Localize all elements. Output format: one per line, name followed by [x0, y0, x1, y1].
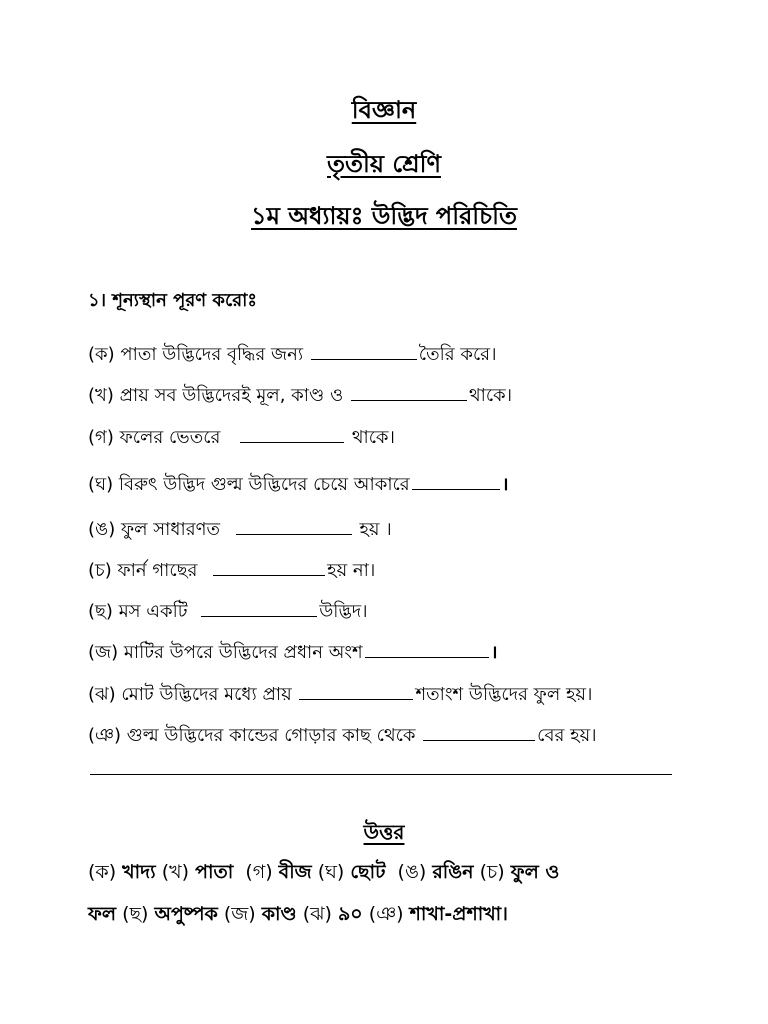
question-text-before: ফার্ন গাছের	[117, 560, 198, 581]
answers-title: উত্তর	[363, 820, 405, 844]
chapter-title: ১ম অধ্যায়ঃ উদ্ভিদ পরিচিতি	[251, 202, 517, 230]
question-label: (ঙ)	[88, 519, 116, 540]
class-heading	[0, 146, 768, 186]
question-text-before: ফলের ভেতরে	[119, 427, 221, 448]
question-label: (চ)	[88, 560, 112, 581]
chapter-heading	[0, 198, 768, 238]
question-label: (গ)	[88, 427, 114, 448]
question-text-before: মোট উদ্ভিদের মধ্যে প্রায়	[121, 684, 292, 705]
question-label: (ছ)	[88, 601, 113, 622]
question-text-before: ফুল সাধারণত	[120, 519, 220, 540]
answer-blank[interactable]	[365, 639, 489, 658]
section-title: ১। শূন্যস্থান পূরণ করোঃ	[88, 290, 257, 311]
answer-label: (ক)	[88, 861, 117, 883]
question-text-after: হয় ।	[359, 519, 392, 540]
answer-line	[88, 858, 559, 890]
question-text-before: গুল্ম উদ্ভিদের কান্ডের গোড়ার কাছ থেকে	[126, 725, 416, 746]
answer-blank[interactable]	[299, 681, 413, 700]
question-label: (ক)	[88, 344, 115, 365]
answer-label: (ঙ)	[397, 861, 427, 883]
answer-label: (জ)	[223, 903, 256, 925]
answer-value: কাণ্ড	[261, 903, 297, 925]
answer-value: ৯০	[337, 903, 363, 925]
question-text-after: তৈরি করে।	[418, 344, 497, 365]
answer-value: শাখা-প্রশাখা।	[409, 903, 508, 925]
question-text-before: মস একটি	[118, 601, 188, 622]
answer-value: ফুল ও	[510, 861, 560, 883]
question-item	[88, 340, 497, 371]
answer-blank[interactable]	[351, 382, 467, 401]
answer-blank[interactable]	[311, 341, 417, 360]
answer-blank[interactable]	[423, 722, 535, 741]
question-label: (ঘ)	[88, 474, 114, 495]
question-text-after: বের হয়।	[537, 725, 597, 746]
answer-label: (ছ)	[122, 903, 149, 925]
answer-line	[88, 900, 508, 932]
answer-value: অপুষ্পক	[154, 903, 218, 925]
section-divider	[90, 774, 672, 775]
question-text-after: থাকে।	[351, 427, 395, 448]
question-text-after: হয় না।	[327, 560, 376, 581]
class-title: তৃতীয় শ্রেণি	[327, 150, 441, 178]
question-item	[88, 470, 509, 501]
answer-value: পাতা	[195, 861, 234, 883]
answer-blank[interactable]	[213, 557, 325, 576]
question-item	[88, 721, 597, 752]
answer-label: (ঝ)	[302, 903, 332, 925]
answer-value: খাদ্য	[122, 861, 156, 883]
question-text-after: শতাংশ উদ্ভিদের ফুল হয়।	[415, 684, 593, 705]
question-label: (খ)	[88, 385, 114, 406]
question-label: (জ)	[88, 642, 119, 663]
question-item	[88, 680, 592, 711]
question-item	[88, 597, 368, 628]
question-text-after: থাকে।	[468, 385, 513, 406]
question-text-before: প্রায় সব উদ্ভিদেরই মূল, কাণ্ড ও	[119, 385, 344, 406]
answer-label: (খ)	[161, 861, 190, 883]
answer-value: বীজ	[278, 861, 312, 883]
question-item	[88, 515, 392, 546]
question-text-before: পাতা উদ্ভিদের বৃদ্ধির জন্য	[120, 344, 304, 365]
answer-blank[interactable]	[236, 516, 352, 535]
question-text-before: বিরুৎ উদ্ভিদ গুল্ম উদ্ভিদের চেয়ে আকারে	[118, 474, 410, 495]
question-label: (ঝ)	[88, 684, 116, 705]
question-item	[88, 423, 395, 454]
answer-value: ছোট	[350, 861, 386, 883]
answer-label: (গ)	[245, 861, 273, 883]
answer-value-continued: ফল	[88, 903, 117, 925]
question-item	[88, 381, 512, 412]
answer-label: (ঞ)	[368, 903, 404, 925]
question-text-after: ।	[490, 642, 498, 663]
question-item	[88, 556, 375, 587]
question-text-after: উদ্ভিদ।	[319, 601, 368, 622]
answer-label: (চ)	[479, 861, 505, 883]
question-text-after: ।	[501, 474, 509, 495]
answer-value: রঙিন	[432, 861, 474, 883]
question-item	[88, 638, 498, 669]
answer-blank[interactable]	[412, 471, 500, 490]
answer-label: (ঘ)	[317, 861, 345, 883]
answer-blank[interactable]	[240, 424, 344, 443]
answers-heading	[0, 818, 768, 851]
subject-heading	[0, 92, 768, 132]
question-text-before: মাটির উপরে উদ্ভিদের প্রধান অংশ	[123, 642, 363, 663]
answer-blank[interactable]	[201, 598, 317, 617]
subject-title: বিজ্ঞান	[351, 96, 417, 124]
question-label: (ঞ)	[88, 725, 122, 746]
